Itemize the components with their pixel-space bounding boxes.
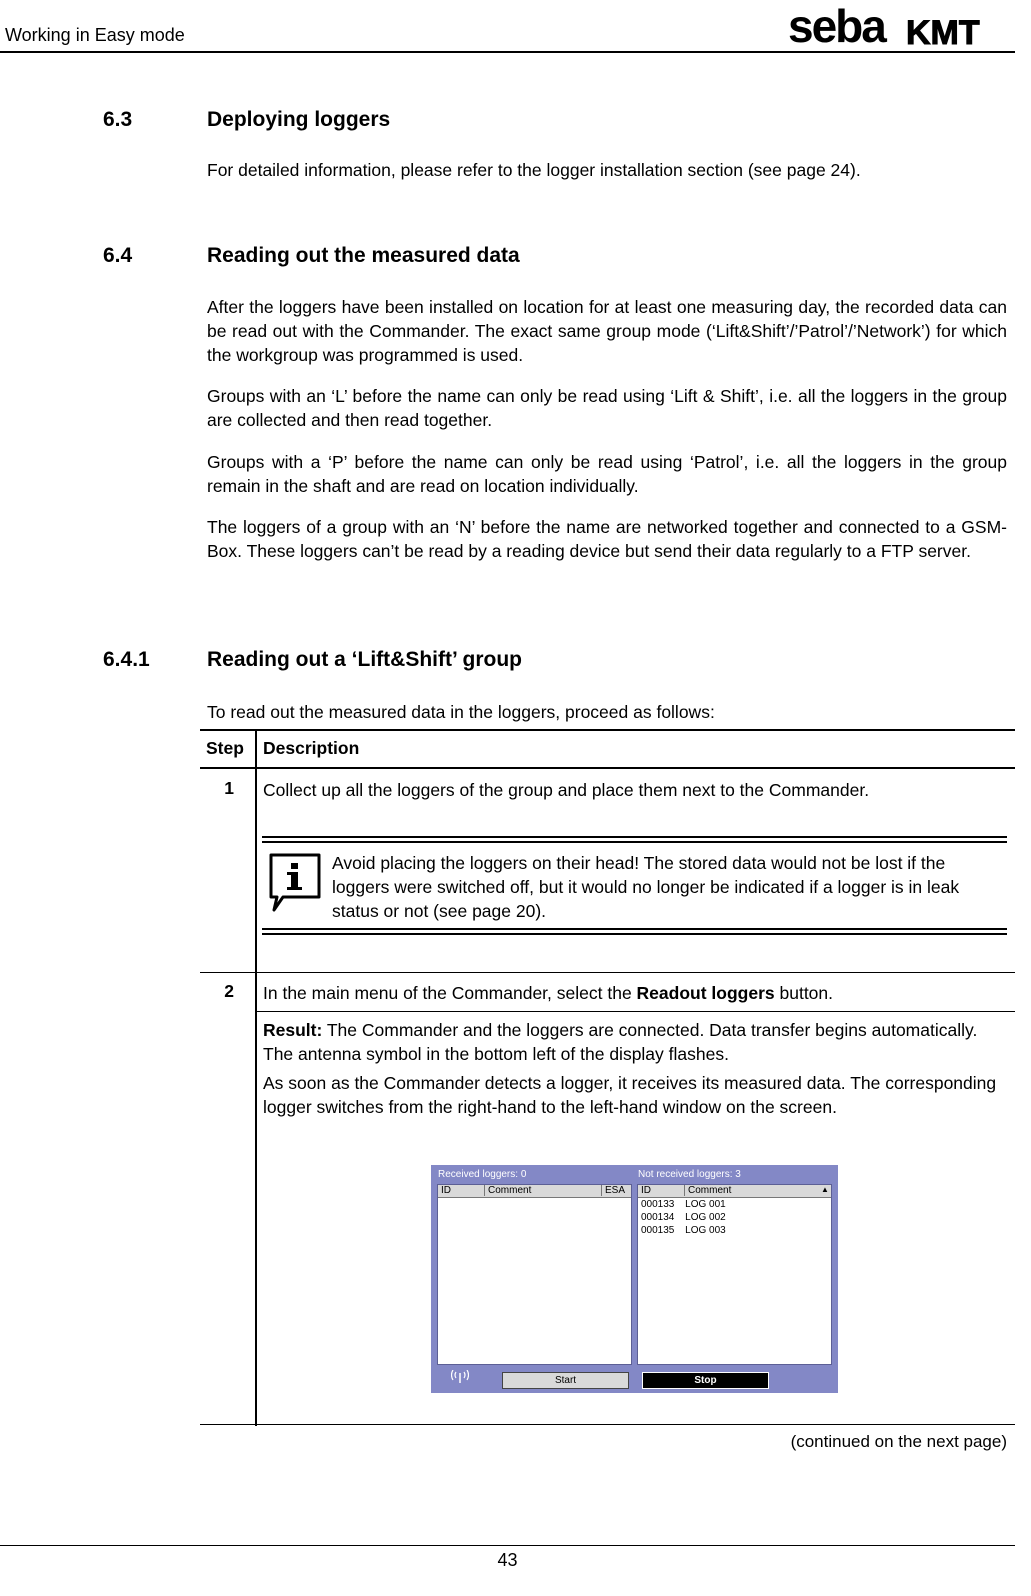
logger-id: 000135 [641,1225,675,1236]
note-bottom-rule-1 [262,928,1007,930]
section-6-3-number: 6.3 [103,108,133,131]
running-header: Working in Easy mode [5,25,185,45]
info-note-icon [268,852,322,914]
table-header-rule [200,767,1015,769]
not-received-list-header [638,1185,831,1198]
result-label: Result: [263,1020,323,1040]
list-item[interactable] [641,1225,821,1236]
section-6-4-number: 6.4 [103,244,133,267]
step-2-text [263,981,1008,1005]
commander-readout-screen [431,1165,838,1393]
col-id: ID [441,1185,451,1196]
step-1-number: 1 [224,778,234,798]
logger-comment: LOG 002 [685,1212,726,1223]
table-header-step: Step [206,738,244,758]
section-6-3-title: Deploying loggers [207,108,391,131]
col-esa: ESA [601,1185,625,1196]
step-2-text-post: button. [774,983,834,1003]
col-comment: Comment [484,1185,531,1196]
not-received-loggers-list[interactable] [637,1184,832,1365]
step-2-result-paragraph-2: As soon as the Commander detects a logger, it receives its measured data. The corresponding logger switches from the right-hand to the left-hand window on the screen. [263,1073,997,1117]
sebakmt-logo [788,6,1010,48]
section-6-4-1-title: Reading out a ‘Lift&Shift’ group [207,648,522,671]
logo-kmt-text: KMT [906,14,980,48]
step-1-text: Collect up all the loggers of the group and place them next to the Commander. [263,780,870,800]
not-received-loggers-label: Not received loggers: 3 [638,1169,741,1180]
readout-loggers-label: Readout loggers [636,983,775,1003]
received-loggers-label: Received loggers: 0 [438,1169,527,1180]
logger-comment: LOG 001 [685,1199,726,1210]
section-6-4-1-intro: To read out the measured data in the loggers, proceed as follows: [207,702,715,722]
table-bottom-rule [200,1424,1015,1425]
note-text: Avoid placing the loggers on their head! The stored data would not be lost if the loggers were switched off, but it would no longer be indicated if a logger is in leak status or not (see page 20). [332,853,960,921]
col-id: ID [641,1185,651,1196]
section-6-4-title: Reading out the measured data [207,244,520,267]
note-bottom-rule-2 [262,933,1007,935]
section-6-3-text: For detailed information, please refer to the logger installation section (see page 24). [207,160,861,180]
logo-seba-text: seba [788,6,885,48]
antenna-icon [451,1370,469,1384]
table-column-divider [255,729,257,1426]
header-rule [0,51,1015,53]
start-button[interactable]: Start [502,1372,629,1389]
section-6-4-paragraph-4: The loggers of a group with an ‘N’ before the name are networked together and connected to a GSM-Box. These loggers can’t be read by a reading device but send their data regularly to a FTP server. [207,517,1007,561]
sort-arrow-icon[interactable]: ▲ [821,1185,829,1194]
section-6-4-paragraph-3: Groups with a ‘P’ before the name can only be read using ‘Patrol’, i.e. all the loggers in the group remain in the shaft and are read on location individually. [207,452,1007,496]
note-top-rule-2 [262,841,1007,843]
list-item[interactable] [641,1212,821,1223]
logger-id: 000133 [641,1199,675,1210]
footer-rule [0,1545,1015,1546]
section-6-4-paragraph-2: Groups with an ‘L’ before the name can only be read using ‘Lift & Shift’, i.e. all the loggers in the group are collected and then read together. [207,386,1007,430]
table-row-separator [200,972,1015,973]
continued-note: (continued on the next page) [790,1432,1007,1451]
section-6-4-1-number: 6.4.1 [103,648,150,671]
step-2-result [263,1018,1008,1066]
logger-comment: LOG 003 [685,1225,726,1236]
result-text: The Commander and the loggers are connected. Data transfer begins automatically. The antenna symbol in the bottom left of the display flashes. [263,1020,978,1064]
note-top-rule-1 [262,836,1007,838]
step-2-number: 2 [224,981,234,1001]
received-loggers-list[interactable] [437,1184,632,1365]
section-6-4-paragraph-1: After the loggers have been installed on location for at least one measuring day, the recorded data can be read out with the Commander. The exact same group mode (‘Lift&Shift’/’Patrol’/’Network’) for which the workgroup was programmed is used. [207,297,1007,365]
step-2-text-pre: In the main menu of the Commander, select the [263,983,637,1003]
table-top-rule [200,729,1015,731]
list-item[interactable] [641,1199,821,1210]
received-list-header [438,1185,631,1198]
col-comment: Comment [684,1185,731,1196]
page-number: 43 [497,1550,518,1570]
result-separator [256,1011,1015,1012]
stop-button[interactable]: Stop [642,1372,769,1389]
logger-id: 000134 [641,1212,675,1223]
table-header-description: Description [263,738,360,758]
